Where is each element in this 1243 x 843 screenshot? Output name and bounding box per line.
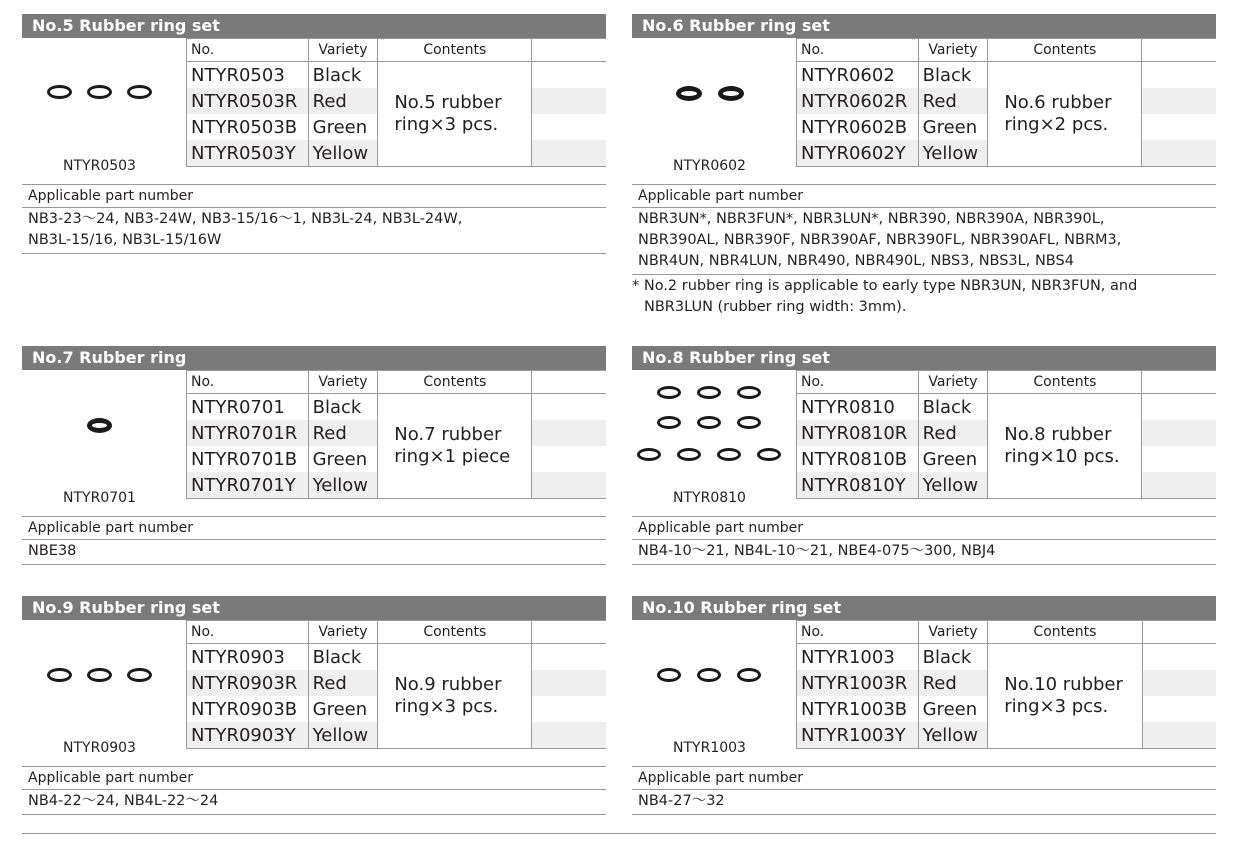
contents-line: No.5 rubber — [394, 92, 502, 113]
applicable-line: NB3L-15/16, NB3L-15/16W — [28, 232, 222, 248]
part-number: NTYR1003 — [797, 644, 919, 671]
rubber-ring-icon — [676, 86, 702, 101]
applicable-part-numbers — [632, 790, 1216, 815]
footnote-line: NBR3LUN (rubber ring width: 3mm). — [644, 299, 907, 315]
variety: Red — [308, 88, 378, 114]
applicable-label: Applicable part number — [22, 516, 606, 540]
section-title: No.8 Rubber ring set — [632, 346, 1216, 370]
section-no5 — [22, 14, 606, 248]
rubber-ring-icon — [47, 85, 72, 99]
section-no9 — [22, 596, 606, 809]
applicable-line: NBE38 — [28, 543, 77, 559]
applicable-part-numbers — [632, 208, 1216, 275]
part-number: NTYR0903R — [187, 670, 309, 696]
variety: Yellow — [308, 472, 378, 499]
rubber-ring-icon — [127, 668, 152, 682]
applicable-label: Applicable part number — [632, 184, 1216, 208]
variety: Yellow — [308, 140, 378, 167]
col-header-blank — [532, 39, 606, 62]
footnote-line: * No.2 rubber ring is applicable to early type NBR3UN, NBR3FUN, and — [632, 278, 1138, 294]
col-header-contents: Contents — [378, 621, 532, 644]
col-header-blank — [1142, 39, 1216, 62]
part-number: NTYR0602 — [797, 62, 919, 89]
col-header-contents: Contents — [378, 371, 532, 394]
parts-table — [796, 38, 1216, 167]
part-label: NTYR0503 — [63, 158, 136, 174]
col-header-no: No. — [187, 39, 309, 62]
variety: Black — [308, 644, 378, 671]
section-title: No.5 Rubber ring set — [22, 14, 606, 38]
variety: Green — [918, 696, 988, 722]
rubber-ring-icon — [717, 448, 741, 461]
part-number: NTYR0701R — [187, 420, 309, 446]
applicable-line: NB4-27～32 — [638, 793, 725, 809]
rubber-ring-icon — [718, 86, 744, 101]
contents-line: No.8 rubber — [1004, 424, 1112, 445]
applicable-part-numbers — [22, 208, 606, 254]
rubber-ring-icon — [657, 668, 681, 682]
variety: Red — [918, 420, 988, 446]
rubber-ring-icon — [737, 416, 761, 429]
rubber-ring-icon — [697, 668, 721, 682]
part-label: NTYR0903 — [63, 740, 136, 756]
applicable-part-numbers — [22, 540, 606, 565]
contents-line: ring×3 pcs. — [394, 696, 499, 717]
contents-line: ring×2 pcs. — [1004, 114, 1109, 135]
applicable-label: Applicable part number — [632, 766, 1216, 790]
variety: Green — [308, 446, 378, 472]
contents-line: No.9 rubber — [394, 674, 502, 695]
contents-cell — [988, 644, 1142, 749]
contents-cell — [378, 62, 532, 167]
part-number: NTYR1003B — [797, 696, 919, 722]
contents-cell — [988, 394, 1142, 499]
section-no10 — [632, 596, 1216, 809]
rubber-ring-icon — [87, 668, 112, 682]
rubber-ring-icon — [677, 448, 701, 461]
col-header-contents: Contents — [378, 39, 532, 62]
part-number: NTYR0503B — [187, 114, 309, 140]
section-title: No.10 Rubber ring set — [632, 596, 1216, 620]
col-header-variety: Variety — [918, 371, 988, 394]
part-number: NTYR0602B — [797, 114, 919, 140]
rubber-ring-icon — [737, 386, 761, 399]
rings-illustration — [22, 370, 182, 506]
col-header-no: No. — [797, 371, 919, 394]
contents-line: ring×1 piece — [394, 446, 511, 467]
col-header-no: No. — [797, 621, 919, 644]
col-header-variety: Variety — [308, 39, 378, 62]
parts-table — [186, 370, 606, 499]
variety: Yellow — [918, 722, 988, 749]
applicable-line: NBR3UN*, NBR3FUN*, NBR3LUN*, NBR390, NBR390A, NBR390L, — [638, 211, 1105, 227]
applicable-label: Applicable part number — [632, 516, 1216, 540]
rubber-ring-icon — [127, 85, 152, 99]
contents-line: ring×3 pcs. — [1004, 696, 1109, 717]
applicable-line: NBR4UN, NBR4LUN, NBR490, NBR490L, NBS3, NBS3L, NBS4 — [638, 253, 1074, 269]
variety: Yellow — [918, 472, 988, 499]
rubber-ring-icon — [697, 386, 721, 399]
contents-line: No.10 rubber — [1004, 674, 1123, 695]
section-title: No.7 Rubber ring — [22, 346, 606, 370]
applicable-label: Applicable part number — [22, 184, 606, 208]
applicable-part-numbers — [22, 790, 606, 815]
variety: Red — [308, 420, 378, 446]
variety: Red — [918, 88, 988, 114]
rings-illustration — [632, 370, 792, 506]
contents-line: No.6 rubber — [1004, 92, 1112, 113]
table-row — [797, 394, 1217, 421]
part-number: NTYR0903Y — [187, 722, 309, 749]
part-label: NTYR0810 — [673, 490, 746, 506]
col-header-variety: Variety — [308, 371, 378, 394]
col-header-blank — [1142, 621, 1216, 644]
rubber-ring-icon — [47, 668, 72, 682]
section-title: No.9 Rubber ring set — [22, 596, 606, 620]
rubber-ring-icon — [87, 418, 112, 433]
col-header-contents: Contents — [988, 371, 1142, 394]
rubber-ring-icon — [657, 386, 681, 399]
part-number: NTYR0810 — [797, 394, 919, 421]
rubber-ring-icon — [87, 85, 112, 99]
rubber-ring-icon — [697, 416, 721, 429]
table-row — [187, 644, 607, 671]
part-label: NTYR0602 — [673, 158, 746, 174]
col-header-contents: Contents — [988, 621, 1142, 644]
applicable-line: NB3-23～24, NB3-24W, NB3-15/16～1, NB3L-24, NB3L-24W, — [28, 211, 463, 227]
variety: Green — [918, 114, 988, 140]
section-no7 — [22, 346, 606, 559]
rings-illustration — [22, 38, 182, 174]
part-number: NTYR0701B — [187, 446, 309, 472]
col-header-no: No. — [797, 39, 919, 62]
part-number: NTYR0503 — [187, 62, 309, 89]
variety: Green — [308, 696, 378, 722]
variety: Red — [918, 670, 988, 696]
part-label: NTYR0701 — [63, 490, 136, 506]
part-number: NTYR0903 — [187, 644, 309, 671]
applicable-label: Applicable part number — [22, 766, 606, 790]
col-header-blank — [532, 621, 606, 644]
col-header-blank — [532, 371, 606, 394]
applicable-line: NB4-10～21, NB4L-10～21, NBE4-075～300, NBJ4 — [638, 543, 996, 559]
table-row — [187, 394, 607, 421]
rings-illustration — [22, 620, 182, 756]
parts-table — [186, 620, 606, 749]
rubber-ring-icon — [657, 416, 681, 429]
col-header-no: No. — [187, 371, 309, 394]
contents-line: No.7 rubber — [394, 424, 502, 445]
col-header-variety: Variety — [308, 621, 378, 644]
part-number: NTYR0810B — [797, 446, 919, 472]
variety: Red — [308, 670, 378, 696]
section-title: No.6 Rubber ring set — [632, 14, 1216, 38]
part-number: NTYR0903B — [187, 696, 309, 722]
part-number: NTYR0810R — [797, 420, 919, 446]
part-number: NTYR0602R — [797, 88, 919, 114]
rings-illustration — [632, 38, 792, 174]
section-no8 — [632, 346, 1216, 559]
section-no6 — [632, 14, 1216, 315]
part-number: NTYR0503Y — [187, 140, 309, 167]
table-row — [187, 62, 607, 89]
contents-cell — [378, 394, 532, 499]
contents-cell — [378, 644, 532, 749]
part-number: NTYR0503R — [187, 88, 309, 114]
col-header-variety: Variety — [918, 621, 988, 644]
variety: Black — [918, 644, 988, 671]
variety: Black — [308, 394, 378, 421]
contents-cell — [988, 62, 1142, 167]
parts-table — [796, 620, 1216, 749]
part-number: NTYR0701Y — [187, 472, 309, 499]
variety: Green — [308, 114, 378, 140]
variety: Black — [918, 62, 988, 89]
variety: Green — [918, 446, 988, 472]
applicable-line: NB4-22～24, NB4L-22～24 — [28, 793, 219, 809]
table-row — [797, 644, 1217, 671]
table-row — [797, 62, 1217, 89]
part-number: NTYR0810Y — [797, 472, 919, 499]
contents-line: ring×3 pcs. — [394, 114, 499, 135]
rubber-ring-icon — [757, 448, 781, 461]
col-header-contents: Contents — [988, 39, 1142, 62]
col-header-blank — [1142, 371, 1216, 394]
parts-table — [186, 38, 606, 167]
part-number: NTYR1003Y — [797, 722, 919, 749]
applicable-line: NBR390AL, NBR390F, NBR390AF, NBR390FL, NBR390AFL, NBRM3, — [638, 232, 1122, 248]
bottom-divider — [22, 833, 1216, 834]
part-number: NTYR1003R — [797, 670, 919, 696]
variety: Black — [918, 394, 988, 421]
parts-table — [796, 370, 1216, 499]
part-number: NTYR0602Y — [797, 140, 919, 167]
part-number: NTYR0701 — [187, 394, 309, 421]
variety: Yellow — [308, 722, 378, 749]
variety: Yellow — [918, 140, 988, 167]
variety: Black — [308, 62, 378, 89]
part-label: NTYR1003 — [673, 740, 746, 756]
col-header-variety: Variety — [918, 39, 988, 62]
footnote — [632, 276, 1216, 318]
rings-illustration — [632, 620, 792, 756]
col-header-no: No. — [187, 621, 309, 644]
contents-line: ring×10 pcs. — [1004, 446, 1120, 467]
rubber-ring-icon — [637, 448, 661, 461]
applicable-part-numbers — [632, 540, 1216, 565]
rubber-ring-icon — [737, 668, 761, 682]
